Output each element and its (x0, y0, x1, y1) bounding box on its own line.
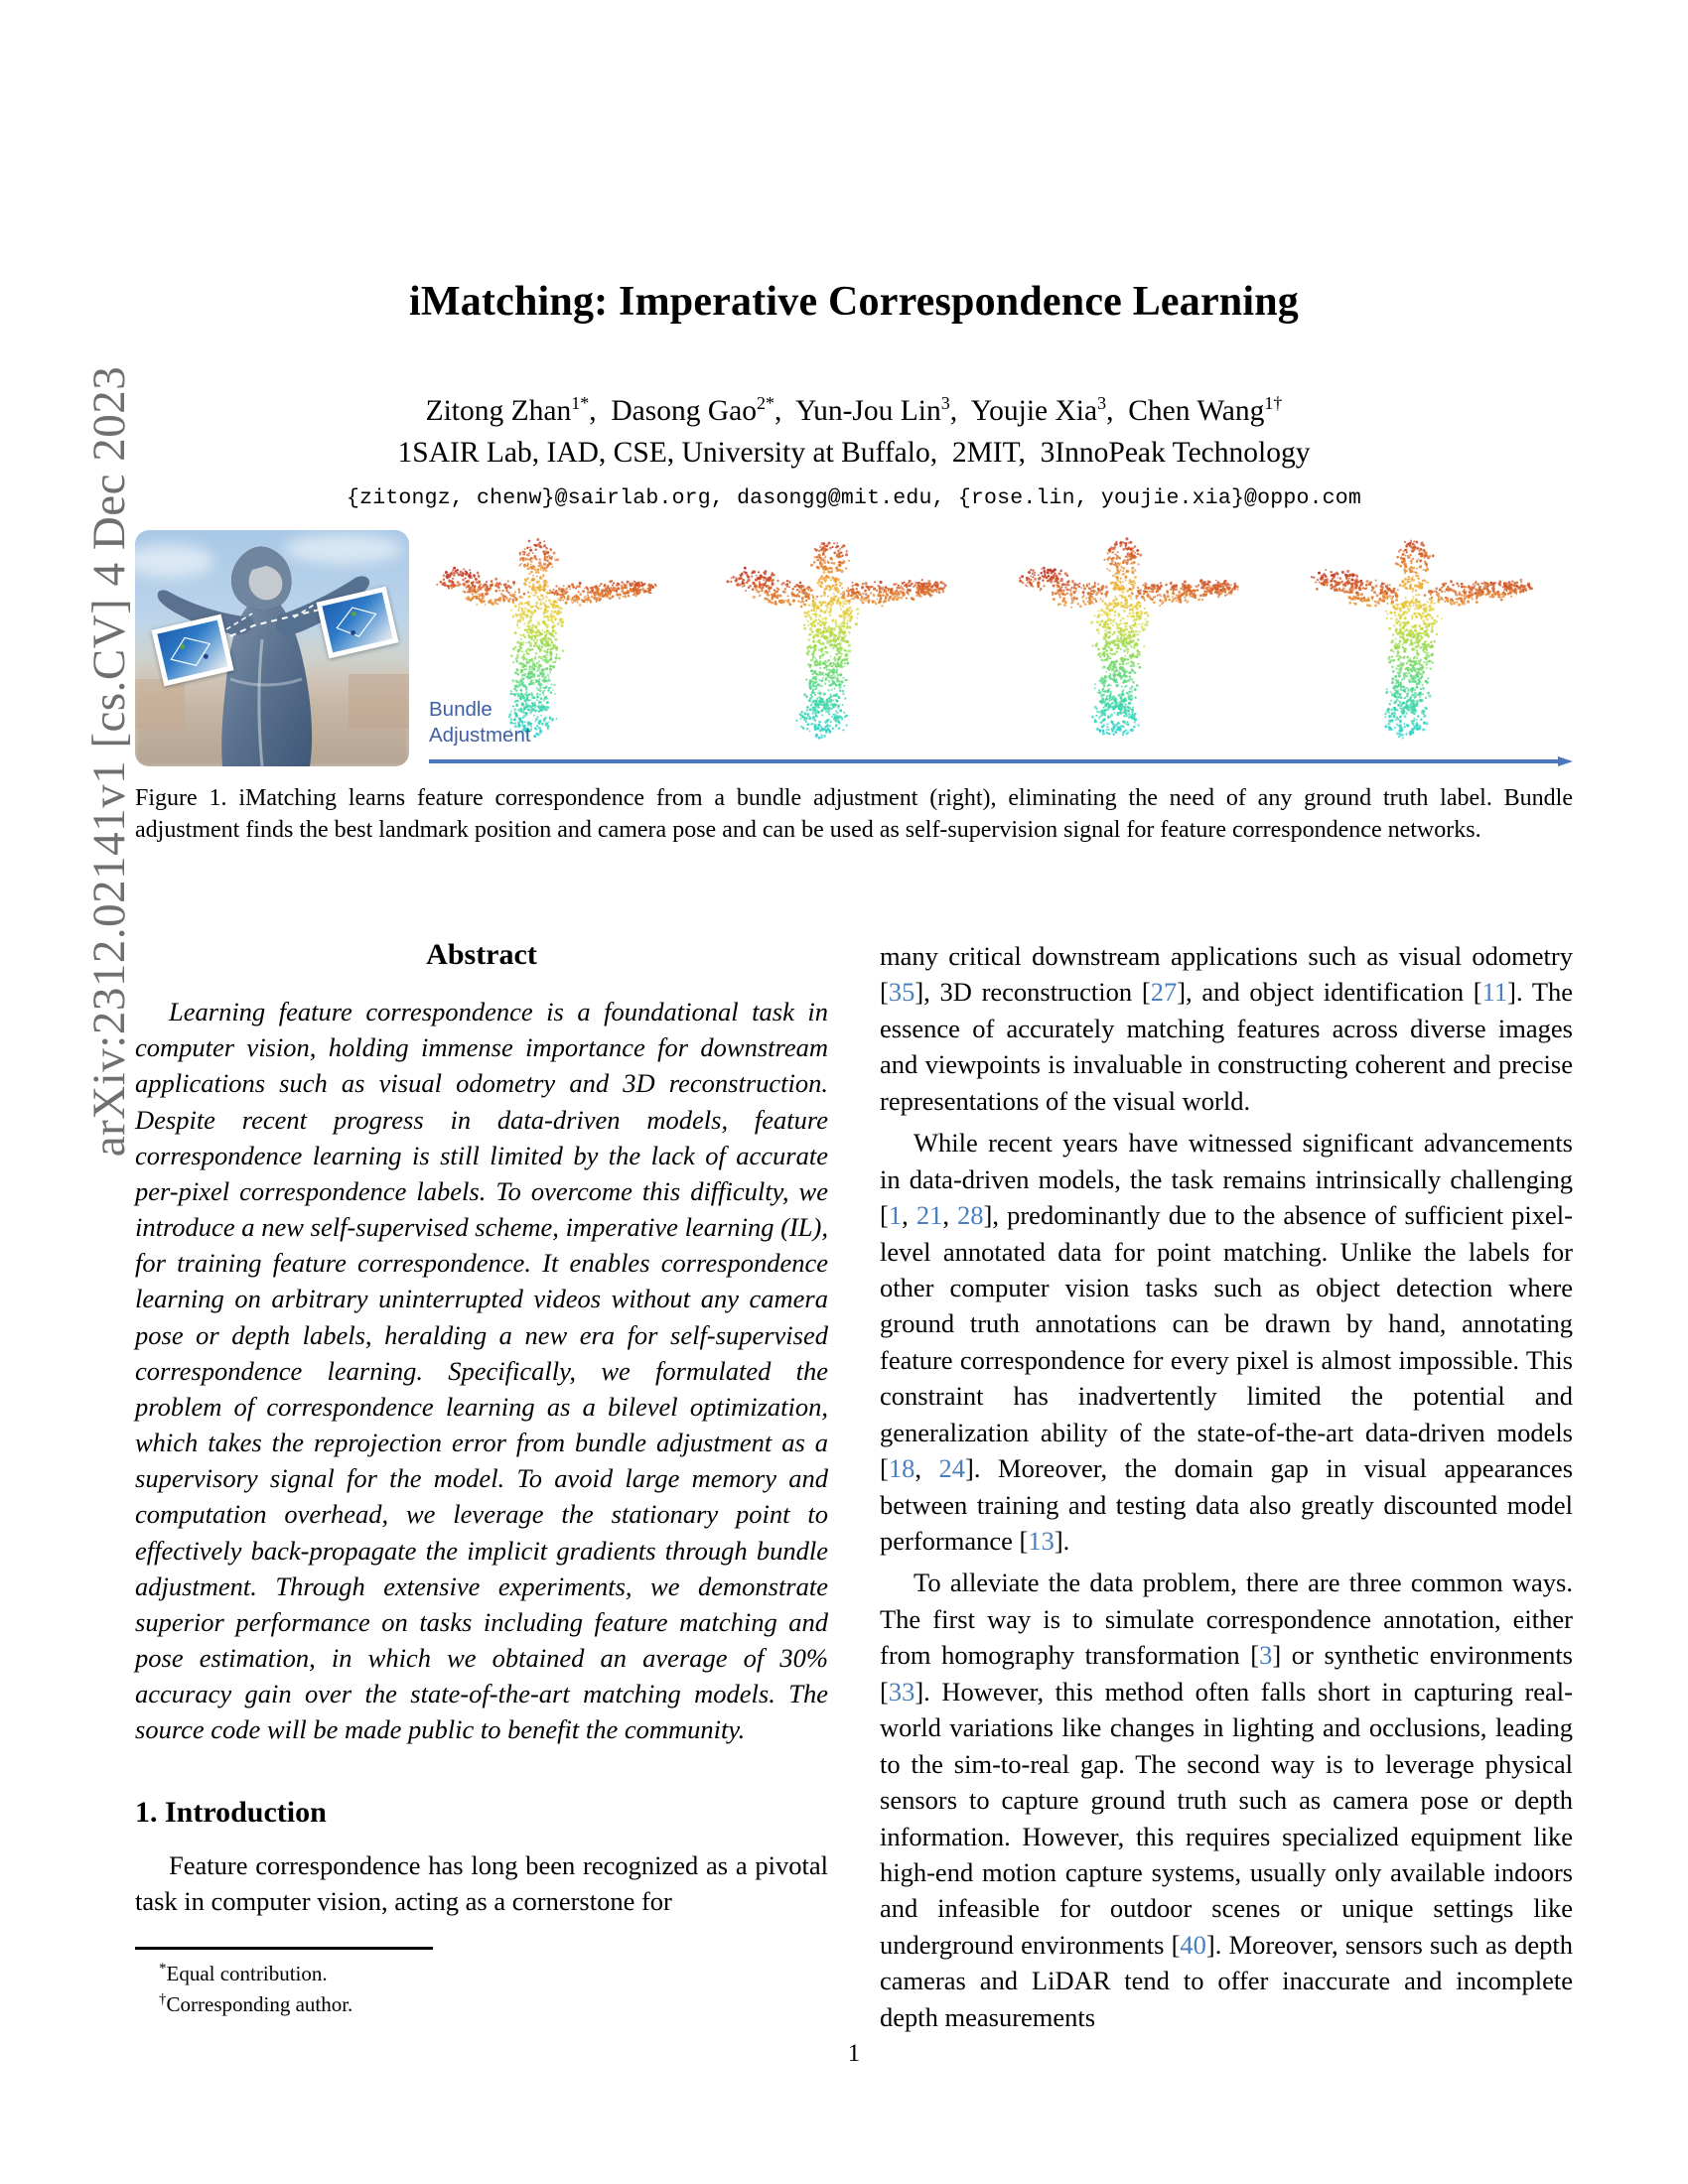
footnote-mark: † (159, 1990, 167, 2007)
affiliation-list: 1SAIR Lab, IAD, CSE, University at Buffalo, 2MIT, 3InnoPeak Technology (397, 436, 1311, 469)
citation-link[interactable]: 33 (888, 1676, 915, 1706)
pointcloud-strip (421, 530, 1573, 766)
citation-link[interactable]: 18 (888, 1453, 915, 1484)
footnote-equal-contribution (135, 1959, 828, 1989)
footnote-text: Corresponding author. (166, 1991, 353, 2016)
citation-link[interactable]: 21 (915, 1200, 943, 1231)
text-run: , (902, 1200, 916, 1231)
author-emails: {zitongz, chenw}@sairlab.org, dasongg@mit.edu, {rose.lin, youjie.xia}@oppo.com (347, 485, 1361, 510)
citation-link[interactable]: 3 (1259, 1640, 1273, 1671)
citation-link[interactable]: 27 (1150, 977, 1178, 1008)
text-run: ]. However, this method often falls short in capturing real-world variations like changes in lighting and occlusions, leading to the sim-to-real gap. The second way is to leverage physical sensors to capture ground truth such as camera pose or depth information. However, this requires specialized equipment like high-end motion capture systems, usually only available indoors and infeasible for outdoor scenes or unique settings like underground environments [ (880, 1676, 1573, 1960)
arrow-shaft (429, 759, 1559, 763)
pointcloud-3 (1005, 532, 1253, 746)
bundle-adjustment-label-line2: Adjustment (429, 723, 531, 747)
bundle-adjustment-label-line1: Bundle (429, 697, 492, 721)
author-name: Yun-Jou Lin$^3$, (795, 393, 958, 427)
footnote-corresponding-author (135, 1989, 828, 2020)
introduction-paragraph: Feature correspondence has long been recognized as a pivotal task in computer vision, acting as a cornerstone for (135, 1849, 828, 1917)
pointcloud-2 (713, 532, 961, 746)
citation-link[interactable]: 11 (1481, 977, 1508, 1008)
abstract-heading: Abstract (426, 938, 537, 971)
citation-link[interactable]: 13 (1028, 1526, 1055, 1556)
author-name: Dasong Gao$^{2*}$, (611, 393, 782, 427)
text-run: , (942, 1200, 958, 1231)
text-run: , (914, 1453, 939, 1484)
intro-paragraph-3 (880, 1565, 1573, 2035)
author-name: Chen Wang$^{1\dagger}$ (1128, 393, 1283, 427)
citation-link[interactable]: 35 (888, 977, 915, 1008)
intro-paragraph-continued (880, 938, 1573, 1119)
author-name: Youjie Xia$^3$, (970, 393, 1114, 427)
footnote-divider (135, 1947, 433, 1950)
abstract-text: Learning feature correspondence is a foundational task in computer vision, holding immense importance for downstream applications such as visual odometry and 3D reconstruction. Despite recent progress in data-driven models, feature correspondence learning is still limited by the lack of accurate per-pixel correspondence labels. To overcome this difficulty, we introduce a new self-supervised scheme, imperative learning (IL), for training feature correspondence. It enables correspondence learning on arbitrary uninterrupted videos without any camera pose or depth labels, heralding a new era for self-supervised correspondence learning. Specifically, we formulated the problem of correspondence learning as a bilevel optimization, which takes the reprojection error from bundle adjustment as a supervisory signal for the model. To avoid large memory and computation overhead, we leverage the stationary point to effectively back-propagate the implicit gradients through bundle adjustment. Through extensive experiments, we demonstrate superior performance on tasks including feature matching and pose estimation, in which we obtained an average of 30% accuracy gain over the state-of-the-art matching models. The source code will be made public to benefit the community. (135, 997, 828, 1745)
footnote-mark: * (159, 1960, 167, 1977)
text-run: ] or synthetic environments [ (880, 1640, 1573, 1706)
page-title: iMatching: Imperative Correspondence Learning (409, 279, 1299, 325)
footnote-text: Equal contribution. (166, 1961, 328, 1985)
citation-link[interactable]: 24 (938, 1453, 966, 1484)
text-run: ], and object identification [ (1177, 977, 1482, 1008)
progression-arrow (429, 756, 1573, 765)
figure-1 (135, 530, 1573, 766)
bundle-adjustment-label (429, 697, 531, 749)
citation-link[interactable]: 1 (888, 1200, 903, 1231)
figure-caption: Figure 1. iMatching learns feature correspondence from a bundle adjustment (right), eliminating the need of any ground truth label. Bundle adjustment finds the best landmark position and camera pose and can be used as self-supervision signal for feature correspondence networks. (135, 784, 1573, 843)
text-run: While recent years have witnessed significant advancements in data-driven models, the task remains intrinsically challenging [ (880, 1128, 1573, 1231)
text-run: ]. The essence of accurately matching features across diverse images and viewpoints is invaluable in constructing coherent and precise representations of the visual world. (880, 977, 1574, 1116)
text-run: ]. Moreover, the domain gap in visual appearances between training and testing data also greatly discounted model performance [ (880, 1453, 1574, 1556)
paper-page (135, 0, 1573, 2184)
pointcloud-4 (1297, 532, 1545, 746)
text-run: To alleviate the data problem, there are three common ways. The first way is to simulate correspondence annotation, either from homography transformation [ (880, 1568, 1573, 1671)
intro-paragraph-2 (880, 1125, 1573, 1559)
text-run: ], predominantly due to the absence of sufficient pixel-level annotated data for point matching. Unlike the labels for other computer vision tasks such as object detection where ground truth annotations can be drawn by hand, annotating feature correspondence for every pixel is almost impossible. This constraint has inadvertently limited the potential and generalization ability of the state-of-the-art data-driven models [ (880, 1200, 1573, 1484)
text-run: ]. (1054, 1526, 1070, 1556)
introduction-heading: 1. Introduction (135, 1795, 327, 1829)
arrow-head-icon (1558, 756, 1573, 766)
right-column (880, 938, 1573, 2035)
text-run: many critical downstream applications such as visual odometry [ (880, 941, 1573, 1008)
text-run: ]. Moreover, sensors such as depth cameras and LiDAR tend to offer inaccurate and incomplete depth measurements (880, 1929, 1573, 2032)
citation-link[interactable]: 28 (957, 1200, 984, 1231)
content-columns (135, 938, 1573, 2035)
figure-input-photo (135, 530, 409, 766)
citation-link[interactable]: 40 (1180, 1929, 1206, 1960)
text-run: ], 3D reconstruction [ (914, 977, 1151, 1008)
author-name: Zitong Zhan$^{1*}$, (425, 393, 597, 427)
arxiv-stamp: arXiv:2312.02141v1 [cs.CV] 4 Dec 2023 (83, 365, 135, 1158)
page-number: 1 (847, 2040, 861, 2067)
author-list (135, 391, 1573, 433)
left-column (135, 938, 828, 2035)
